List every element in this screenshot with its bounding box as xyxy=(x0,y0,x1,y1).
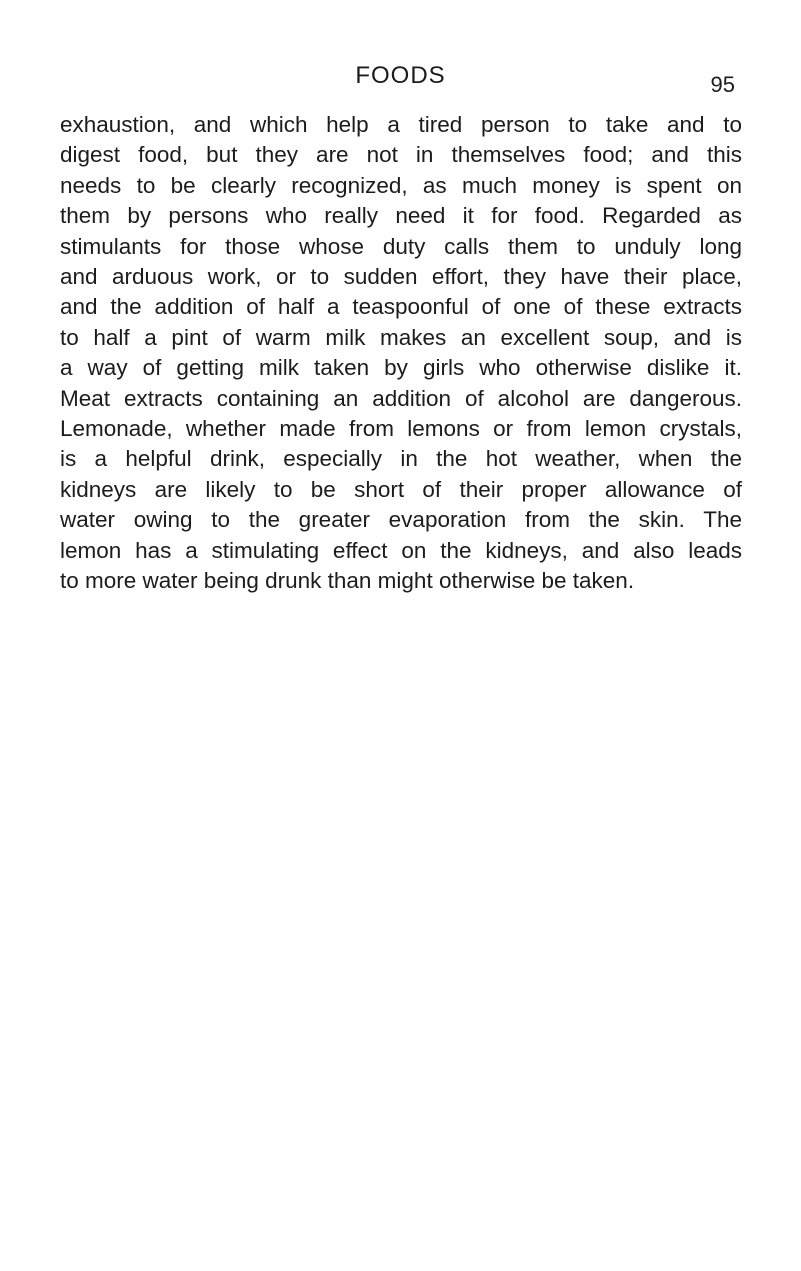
text-line: to half a pint of warm milk makes an excellent soup, and is xyxy=(60,324,742,350)
text-line: a way of getting milk taken by girls who otherwise dislike it. xyxy=(60,355,742,381)
text-line: is a helpful drink, especially in the hot weather, when the xyxy=(60,446,742,472)
text-line: Lemonade, whether made from lemons or from lemon crystals, xyxy=(60,416,742,442)
text-line: lemon has a stimulating effect on the kidneys, and also leads xyxy=(60,537,742,563)
text-line: kidneys are likely to be short of their proper allowance of xyxy=(60,476,742,502)
text-line: them by persons who really need it for food. Regarded as xyxy=(60,203,742,229)
text-line: digest food, but they are not in themselves food; and this xyxy=(60,142,742,168)
text-line: and arduous work, or to sudden effort, they have their place, xyxy=(60,264,742,290)
body-paragraph xyxy=(60,110,742,597)
text-line: exhaustion, and which help a tired person to take and to xyxy=(60,112,742,137)
text-line: water owing to the greater evaporation from the skin. The xyxy=(60,507,742,533)
page-number: 95 xyxy=(710,72,735,97)
text-line: stimulants for those whose duty calls them to unduly long xyxy=(60,233,742,259)
text-line: to more water being drunk than might otherwise be taken. xyxy=(60,568,635,594)
running-title: FOODS xyxy=(355,62,446,89)
text-line: and the addition of half a teaspoonful of one of these extracts xyxy=(60,294,742,320)
text-line: needs to be clearly recognized, as much money is spent on xyxy=(60,172,742,198)
text-line: Meat extracts containing an addition of alcohol are dangerous. xyxy=(60,385,742,411)
